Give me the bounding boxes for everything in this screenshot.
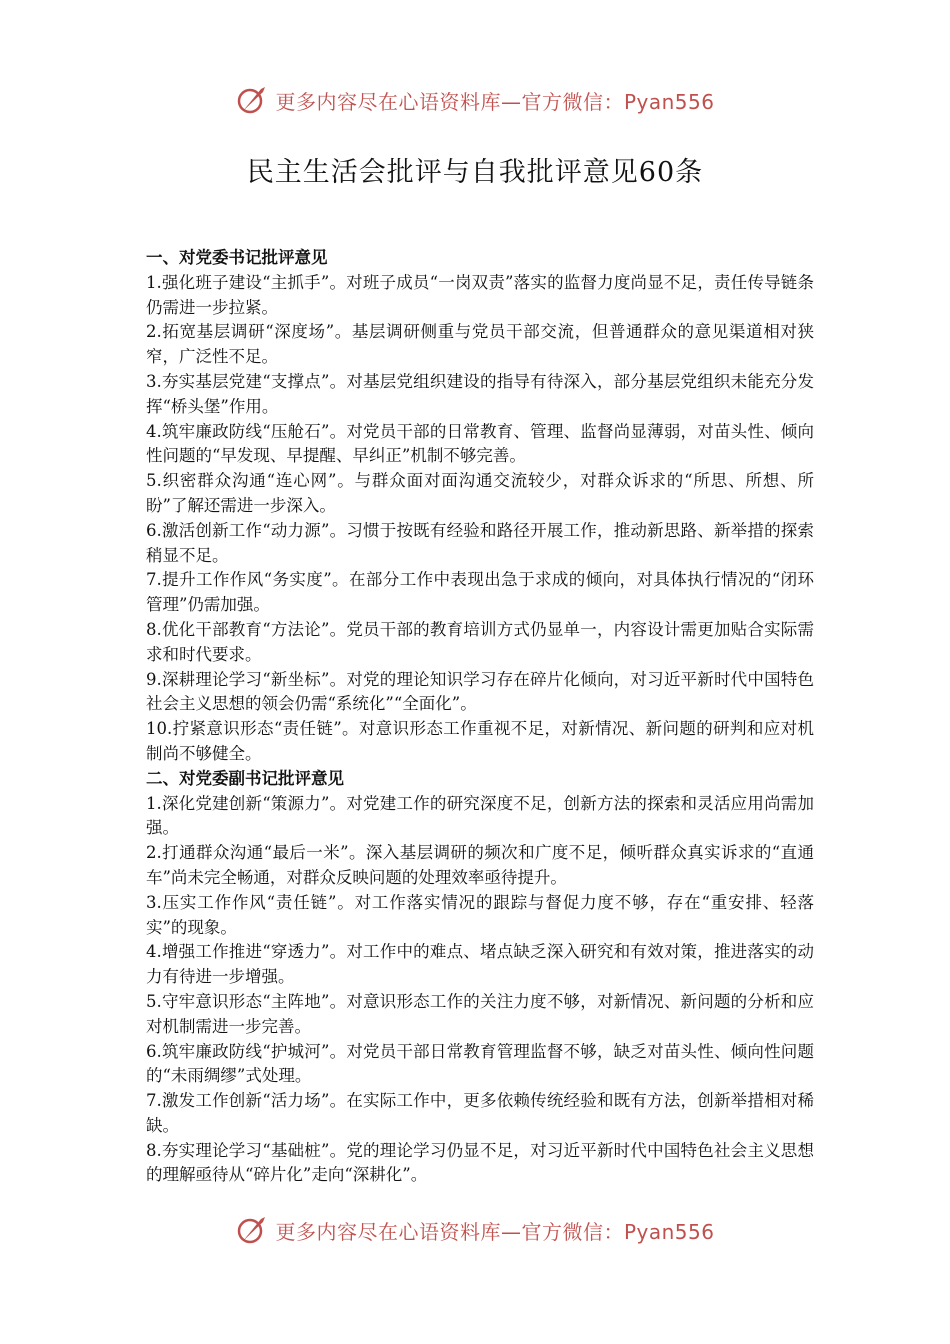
list-item: 2.打通群众沟通“最后一米”。深入基层调研的频次和广度不足，倾听群众真实诉求的“直通车”尚未完全畅通，对群众反映问题的处理效率亟待提升。 [146,843,814,887]
header-banner [0,80,950,120]
list-item: 7.提升工作作风“务实度”。在部分工作中表现出急于求成的倾向，对具体执行情况的“闭环管理”仍需加强。 [146,570,814,615]
list-item: 8.优化干部教育“方法论”。党员干部的教育培训方式仍显单一，内容设计需更加贴合实际需求和时代要求。 [146,619,814,664]
list-item: 6.筑牢廉政防线“护城河”。对党员干部日常教育管理监督不够，缺乏对苗头性、倾向性问题的“未雨绸缪”式处理。 [146,1041,814,1086]
list-item: 1.强化班子建设“主抓手”。对班子成员“一岗双责”落实的监督力度尚显不足，责任传导链条仍需进一步拉紧。 [146,272,814,317]
list-item: 3.压实工作作风“责任链”。对工作落实情况的跟踪与督促力度不够，存在“重安排、轻落实”的现象。 [146,892,814,937]
header-banner-text: 更多内容尽在心语资料库—官方微信：Pyan556 [275,89,715,114]
list-item: 9.深耕理论学习“新坐标”。对党的理论知识学习存在碎片化倾向，对习近平新时代中国特色社会主义思想的领会仍需“系统化”“全面化”。 [146,669,814,714]
list-item: 8.夯实理论学习“基础桩”。党的理论学习仍显不足，对习近平新时代中国特色社会主义思想的理解亟待从“碎片化”走向“深耕化”。 [146,1140,814,1185]
section-heading: 一、对党委书记批评意见 [146,248,328,267]
list-item: 3.夯实基层党建“支撑点”。对基层党组织建设的指导有待深入，部分基层党组织未能充分发挥“桥头堡”作用。 [146,371,814,416]
section-heading: 二、对党委副书记批评意见 [146,768,344,788]
section-1 [146,246,814,767]
footer-banner [0,1210,950,1250]
list-item: 2.拓宽基层调研“深度场”。基层调研侧重与党员干部交流，但普通群众的意见渠道相对狭窄，广泛性不足。 [146,322,814,367]
list-item: 7.激发工作创新“活力场”。在实际工作中，更多依赖传统经验和既有方法，创新举措相对稀缺。 [146,1091,814,1135]
quill-logo-icon [235,1213,269,1247]
list-item: 4.增强工作推进“穿透力”。对工作中的难点、堵点缺乏深入研究和有效对策，推进落实的动力有待进一步增强。 [146,942,814,987]
list-item: 5.守牢意识形态“主阵地”。对意识形态工作的关注力度不够，对新情况、新问题的分析和应对机制需进一步完善。 [146,991,814,1036]
list-item: 5.织密群众沟通“连心网”。与群众面对面沟通交流较少，对群众诉求的“所思、所想、所盼”了解还需进一步深入。 [146,471,814,515]
page-title: 民主生活会批评与自我批评意见60条 [246,157,704,188]
document-body [146,246,814,1188]
list-item: 4.筑牢廉政防线“压舱石”。对党员干部的日常教育、管理、监督尚显薄弱，对苗头性、倾向性问题的“早发现、早提醒、早纠正”机制不够完善。 [146,421,814,466]
list-item: 6.激活创新工作“动力源”。习惯于按既有经验和路径开展工作，推动新思路、新举措的探索稍显不足。 [146,520,814,565]
list-item: 10.拧紧意识形态“责任链”。对意识形态工作重视不足，对新情况、新问题的研判和应对机制尚不够健全。 [146,719,814,763]
list-item: 1.深化党建创新“策源力”。对党建工作的研究深度不足，创新方法的探索和灵活应用尚需加强。 [146,793,814,838]
section-2 [146,767,814,1189]
quill-logo-icon [235,83,269,117]
footer-banner-text: 更多内容尽在心语资料库—官方微信：Pyan556 [275,1219,715,1244]
